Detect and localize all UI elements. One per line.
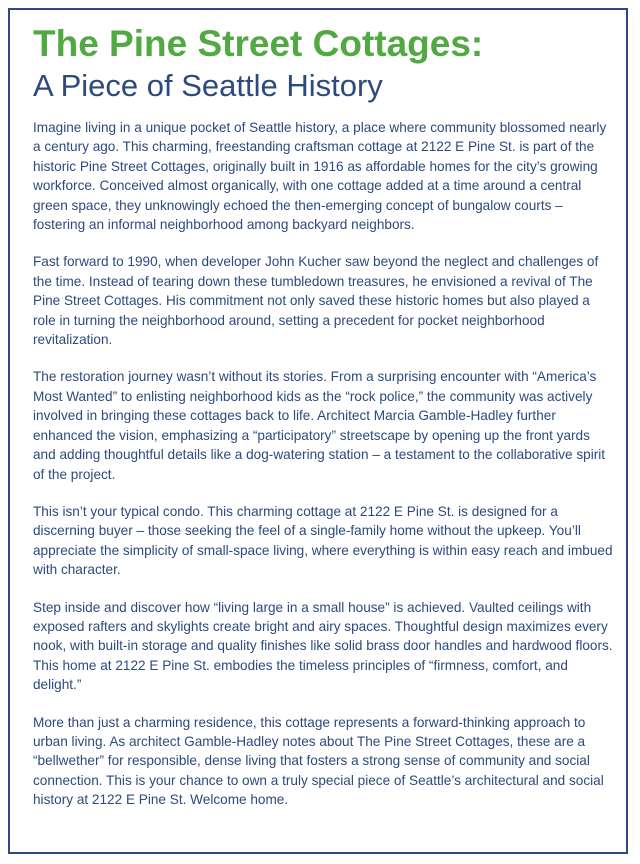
article-body bbox=[33, 118, 615, 828]
paragraph-interior: Step inside and discover how “living large in a small house” is achieved. Vaulted ceilings with exposed rafters and skylights create bright and airy spaces. Thoughtful design maximizes every nook, with built-in storage and quality finishes like solid brass door handles and hardwood floors. This home at 2122 E Pine St. embodies the timeless principles of “firmness, comfort, and delight.” bbox=[33, 599, 613, 693]
paragraph-not-typical-condo: This isn’t your typical condo. This charming cottage at 2122 E Pine St. is designed for a discerning buyer – those seeking the feel of a single-family home without the upkeep. You’ll appreciate the simplicity of small-space living, where everything is within easy reach and imbued with character. bbox=[33, 503, 613, 578]
paragraph-intro: Imagine living in a unique pocket of Seattle history, a place where community blossomed nearly a century ago. This charming, freestanding craftsman cottage at 2122 E Pine St. is part of the historic Pine Street Cottages, originally built in 1916 as affordable homes for the city’s growing workforce. Conceived almost organically, with one cottage added at a time around a central green space, they unknowingly echoed the then-emerging concept of bungalow courts – fostering an informal neighborhood among backyard neighbors. bbox=[33, 120, 607, 233]
paragraph-restoration: The restoration journey wasn’t without its stories. From a surprising encounter with “America’s Most Wanted” to enlisting neighborhood kids as the “rock police,” the community was actively involved in bringing these cottages back to life. Architect Marcia Gamble-Hadley further enhanced the vision, emphasizing a “participatory” streetscape by opening up the front yards and adding thoughtful details like a dog-watering station – a testament to the collaborative spirit of the project. bbox=[33, 369, 606, 482]
page-subtitle: A Piece of Seattle History bbox=[33, 68, 383, 103]
paragraph-revival: Fast forward to 1990, when developer John Kucher saw beyond the neglect and challenges of the time. Instead of tearing down these tumbledown treasures, he envisioned a revival of The Pine Street Cottages. His commitment not only saved these historic homes but also played a role in turning the neighborhood around, setting a precedent for pocket neighborhood revitalization. bbox=[33, 254, 599, 348]
paragraph-closing: More than just a charming residence, this cottage represents a forward-thinking approach to urban living. As architect Gamble-Hadley notes about The Pine Street Cottages, these are a “bellwether” for responsible, dense living that fosters a strong sense of community and social connection. This is your chance to own a truly special piece of Seattle’s architectural and social history at 2122 E Pine St. Welcome home. bbox=[33, 714, 604, 808]
page-title: The Pine Street Cottages: bbox=[33, 23, 484, 64]
